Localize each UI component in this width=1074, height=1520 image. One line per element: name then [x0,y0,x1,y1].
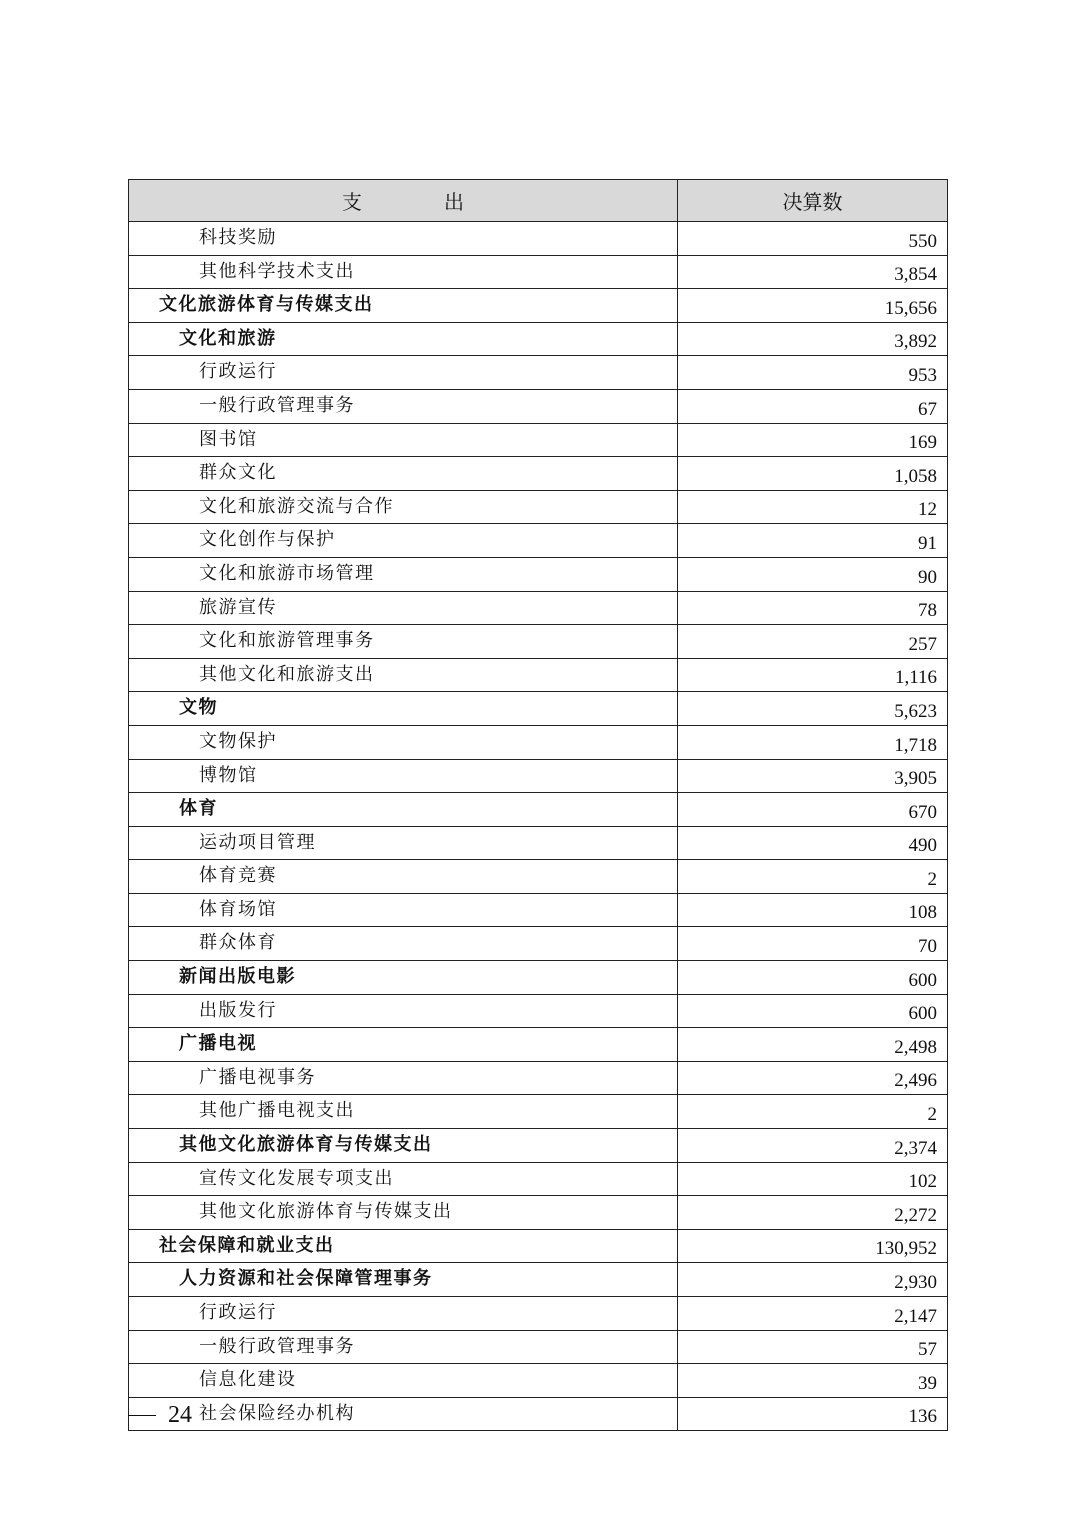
row-item-name: 人力资源和社会保障管理事务 [129,1263,678,1297]
table-row [129,1095,948,1129]
table-row [129,692,948,726]
row-item-name: 行政运行 [129,356,678,390]
row-item-name: 文化创作与保护 [129,524,678,558]
table-row [129,1129,948,1163]
table-row [129,625,948,659]
table-row [129,1397,948,1431]
table-row [129,1297,948,1331]
table-row [129,490,948,524]
table-row [129,1028,948,1062]
row-item-value: 3,854 [678,255,948,289]
table-row [129,893,948,927]
row-item-name: 文化和旅游管理事务 [129,625,678,659]
page-footer [128,1402,192,1429]
row-item-name: 文化和旅游市场管理 [129,557,678,591]
row-item-value: 70 [678,927,948,961]
page-number: 24 [168,1402,192,1428]
row-item-name: 宣传文化发展专项支出 [129,1162,678,1196]
row-item-name: 其他科学技术支出 [129,255,678,289]
row-item-name: 信息化建设 [129,1364,678,1398]
table-row [129,1229,948,1263]
row-item-name: 文化和旅游交流与合作 [129,490,678,524]
row-item-value: 2,930 [678,1263,948,1297]
row-item-value: 1,718 [678,725,948,759]
row-item-name: 群众文化 [129,457,678,491]
table-row [129,222,948,256]
header-final-amount: 决算数 [678,180,948,222]
row-item-name: 行政运行 [129,1297,678,1331]
table-row [129,759,948,793]
footer-dash [128,1415,156,1417]
row-item-name: 一般行政管理事务 [129,1330,678,1364]
row-item-value: 3,892 [678,322,948,356]
row-item-name: 体育 [129,793,678,827]
row-item-value: 5,623 [678,692,948,726]
row-item-name: 出版发行 [129,994,678,1028]
row-item-value: 2,374 [678,1129,948,1163]
row-item-value: 490 [678,826,948,860]
row-item-name: 图书馆 [129,423,678,457]
table-row [129,423,948,457]
table-row [129,826,948,860]
table-row [129,961,948,995]
row-item-name: 其他文化和旅游支出 [129,658,678,692]
table-row [129,860,948,894]
row-item-value: 550 [678,222,948,256]
table-row [129,255,948,289]
row-item-name: 新闻出版电影 [129,961,678,995]
table-row [129,289,948,323]
row-item-name: 社会保险经办机构 [129,1397,678,1431]
row-item-name: 文物保护 [129,725,678,759]
row-item-name: 博物馆 [129,759,678,793]
row-item-value: 102 [678,1162,948,1196]
row-item-value: 57 [678,1330,948,1364]
row-item-value: 2 [678,860,948,894]
row-item-value: 169 [678,423,948,457]
table-row [129,557,948,591]
table-row [129,1196,948,1230]
row-item-name: 其他文化旅游体育与传媒支出 [129,1129,678,1163]
row-item-name: 社会保障和就业支出 [129,1229,678,1263]
table-row [129,591,948,625]
table-header-row [129,180,948,222]
row-item-name: 文化旅游体育与传媒支出 [129,289,678,323]
row-item-name: 其他文化旅游体育与传媒支出 [129,1196,678,1230]
table-row [129,1162,948,1196]
row-item-name: 科技奖励 [129,222,678,256]
row-item-name: 广播电视事务 [129,1061,678,1095]
table-row [129,1330,948,1364]
row-item-value: 136 [678,1397,948,1431]
table-row [129,793,948,827]
header-expenditure: 支出 [129,180,678,222]
table-body [129,222,948,1431]
row-item-value: 2 [678,1095,948,1129]
row-item-value: 3,905 [678,759,948,793]
table-row [129,1263,948,1297]
budget-table [128,179,948,1431]
table-row [129,457,948,491]
row-item-value: 600 [678,961,948,995]
row-item-value: 67 [678,389,948,423]
table-row [129,389,948,423]
row-item-value: 1,058 [678,457,948,491]
table-row [129,524,948,558]
row-item-value: 108 [678,893,948,927]
row-item-value: 130,952 [678,1229,948,1263]
row-item-value: 15,656 [678,289,948,323]
row-item-value: 2,496 [678,1061,948,1095]
row-item-name: 群众体育 [129,927,678,961]
row-item-value: 1,116 [678,658,948,692]
row-item-value: 257 [678,625,948,659]
row-item-value: 2,147 [678,1297,948,1331]
row-item-name: 运动项目管理 [129,826,678,860]
row-item-value: 91 [678,524,948,558]
row-item-value: 39 [678,1364,948,1398]
row-item-name: 旅游宣传 [129,591,678,625]
row-item-name: 文物 [129,692,678,726]
table-row [129,322,948,356]
row-item-name: 文化和旅游 [129,322,678,356]
row-item-value: 2,272 [678,1196,948,1230]
table-row [129,994,948,1028]
row-item-value: 12 [678,490,948,524]
table-row [129,725,948,759]
row-item-value: 78 [678,591,948,625]
table-row [129,1061,948,1095]
row-item-name: 一般行政管理事务 [129,389,678,423]
table-row [129,927,948,961]
row-item-name: 其他广播电视支出 [129,1095,678,1129]
row-item-value: 670 [678,793,948,827]
table-row [129,1364,948,1398]
row-item-name: 广播电视 [129,1028,678,1062]
row-item-name: 体育场馆 [129,893,678,927]
row-item-name: 体育竞赛 [129,860,678,894]
row-item-value: 953 [678,356,948,390]
row-item-value: 600 [678,994,948,1028]
table-row [129,356,948,390]
row-item-value: 2,498 [678,1028,948,1062]
table-row [129,658,948,692]
row-item-value: 90 [678,557,948,591]
